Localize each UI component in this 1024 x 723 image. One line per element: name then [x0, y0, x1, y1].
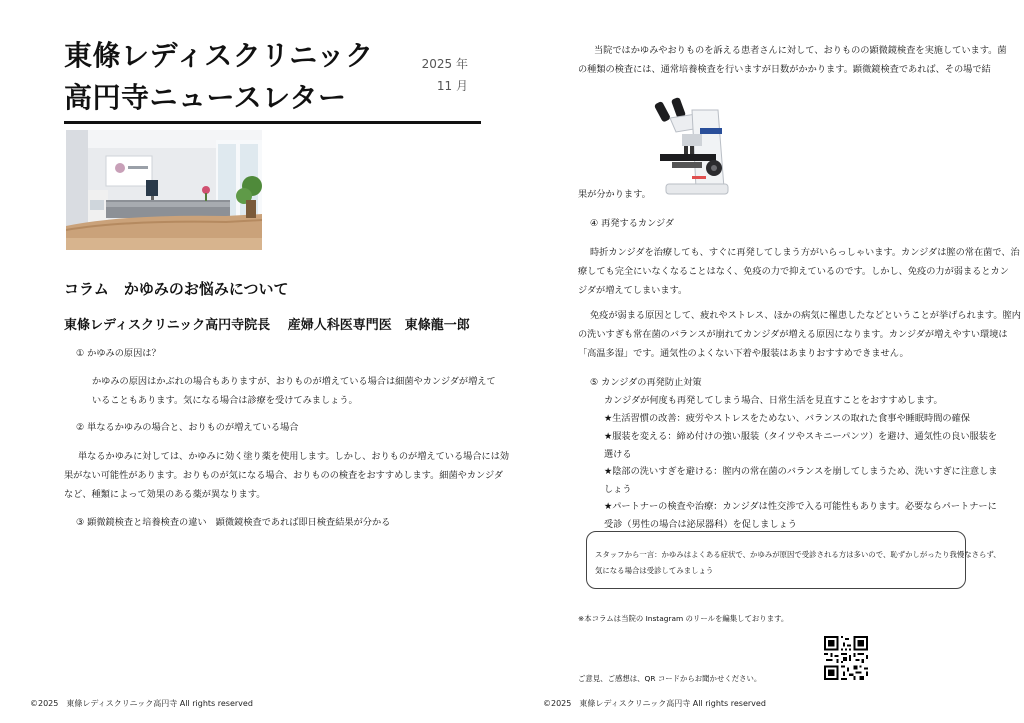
section5-bullet: ★生活習慣の改善：疲労やストレスをためない、バランスの取れた食事や睡眠時間の確保: [604, 413, 970, 424]
section5-intro: カンジダが何度も再発してしまう場合、日常生活を見直すことをおすすめします。: [604, 395, 943, 406]
section4b-text-line: の洗いすぎも常在菌のバランスが崩れてカンジダが増える原因になります。カンジダが増えやすい環境は: [578, 329, 1008, 340]
staff-comment-line: スタッフから一言：かゆみはよくある症状で、かゆみが原因で受診される方は多いので、恥ずかしがったり我慢なさらず、: [595, 550, 1001, 559]
intro-text-line: の種類の検査には、通常培養検査を行いますが日数がかかります。顕微鏡検査であれば、その場で結: [578, 64, 991, 75]
section1-text-line: かゆみの原因はかぶれの場合もありますが、おりものが増えている場合は細菌やカンジダが増えて: [92, 376, 496, 387]
section4-heading: ④ 再発するカンジダ: [590, 218, 675, 229]
section5-bullet: ★パートナーの検査や治療：カンジダは性交渉で入る可能性もあります。必要ならパートナーに: [604, 501, 997, 512]
section5-bullet: ★服装を変える：締め付けの強い服装（タイツやスキニーパンツ）を避け、通気性の良い服装を: [604, 431, 998, 442]
footer-copyright-right: ©2025 東條レディスクリニック高円寺 All rights reserved: [543, 699, 766, 708]
section4-text-line: ジダが増えてしまいます。: [578, 285, 688, 296]
section4-text-line: 療しても完全にいなくなることはなく、免疫の力で抑えているのです。しかし、免疫の力が弱まるとカン: [578, 266, 1009, 277]
staff-comment-box: [586, 531, 1001, 589]
section4-text-line: 時折カンジダを治療しても、すぐに再発してしまう方がいらっしゃいます。カンジダは膣の常在菌で、治: [590, 247, 1020, 258]
qr-code[interactable]: [824, 636, 868, 680]
intro-text-line: 果が分かります。: [578, 189, 651, 200]
section1-text-line: いることもあります。気になる場合は診療を受けてみましょう。: [92, 395, 358, 406]
section2-heading: ② 単なるかゆみの場合と、おりものが増えている場合: [76, 422, 299, 433]
section1-heading: ① かゆみの原因は？: [76, 348, 161, 359]
section2-text-line: など、種類によって効果のある薬が異なります。: [64, 489, 266, 500]
section3-heading: ③ 顕微鏡検査と培養検査の違い 顕微鏡検査であれば即日検査結果が分かる: [76, 517, 391, 528]
section5-bullet: ★陰部の洗いすぎを避ける：膣内の常在菌のバランスを崩してしまうため、洗いすぎに注意しま: [604, 466, 998, 477]
column-author: 東條レディスクリニック高円寺院長 産婦人科医専門医 東條龍一郎: [64, 318, 470, 333]
column-title: コラム かゆみのお悩みについて: [64, 280, 289, 298]
section4b-text-line: 免疫が弱まる原因として、疲れやストレス、ほかの病気に罹患したなどということが挙げられます。膣内: [590, 310, 1021, 321]
newsletter-title-line1: 東條レディスクリニック: [64, 39, 374, 72]
newsletter-title-line2: 高円寺ニュースレター: [64, 81, 347, 114]
issue-month: 11 月: [436, 79, 468, 93]
intro-text-line: 当院ではかゆみやおりものを訴える患者さんに対して、おりものの顕微鏡検査を実施しています。菌: [594, 45, 1007, 56]
clinic-reception-photo: [66, 130, 262, 250]
feedback-note: ご意見、ご感想は、QR コードからお聞かせください。: [578, 674, 762, 683]
section5-bullet-cont: しょう: [604, 484, 632, 495]
footer-copyright-left: ©2025 東條レディスクリニック高円寺 All rights reserved: [30, 699, 253, 708]
instagram-note: ※本コラムは当院の Instagram のリールを編集しております。: [578, 614, 789, 623]
staff-comment-line: 気になる場合は受診してみましょう: [595, 566, 714, 575]
section2-text-line: 果がない可能性があります。おりものが気になる場合、おりものの検査をおすすめします。細菌やカンジダ: [64, 470, 504, 481]
section2-text-line: 単なるかゆみに対しては、かゆみに効く塗り薬を使用します。しかし、おりものが増えている場合には効: [78, 451, 510, 462]
microscope-image: [652, 88, 736, 200]
title-divider: [64, 121, 481, 124]
section4b-text-line: 「高温多湿」です。通気性のよくない下着や服装はあまりおすすめできません。: [578, 348, 909, 359]
section5-heading: ⑤ カンジダの再発防止対策: [590, 377, 702, 388]
issue-year: 2025 年: [421, 57, 468, 71]
section5-bullet-cont: 受診（男性の場合は泌尿器科）を促しましょう: [604, 519, 797, 530]
section5-bullet-cont: 選ける: [604, 449, 632, 460]
